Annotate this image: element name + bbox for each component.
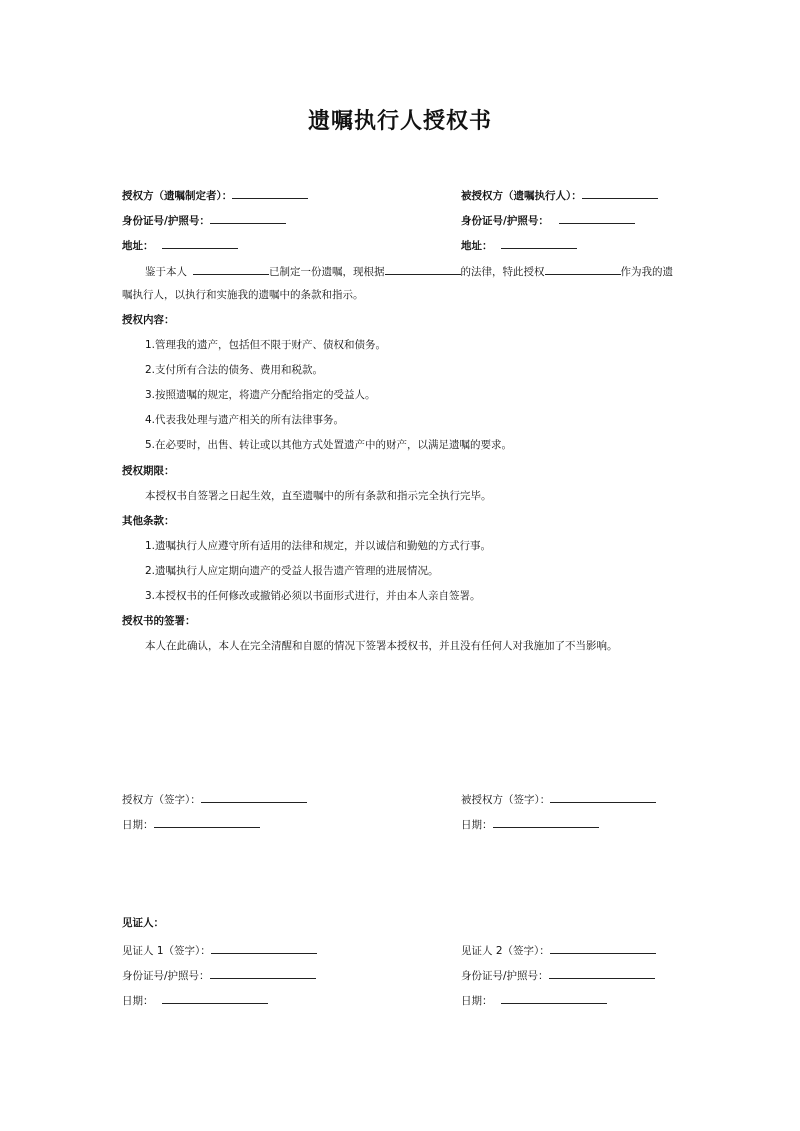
grantor-label: 授权方（遗嘱制定者）： xyxy=(122,190,233,202)
intro-text-c: 的法律，特此授权 xyxy=(460,266,545,278)
intro-line-1 xyxy=(145,263,673,279)
grantee-address-blank[interactable] xyxy=(501,237,577,249)
intro-text-a: 鉴于本人 xyxy=(145,266,187,278)
grantee-date-label: 日期： xyxy=(461,819,493,831)
witness1-sign-field xyxy=(122,942,317,958)
witness1-date-label: 日期： xyxy=(122,995,154,1007)
grantee-field xyxy=(461,187,658,203)
witness2-id-field xyxy=(461,967,655,983)
scope-heading: 授权内容： xyxy=(122,314,175,326)
grantor-sign-label: 授权方（签字）： xyxy=(122,794,201,806)
executor-blank[interactable] xyxy=(545,263,621,275)
witness2-date-label: 日期： xyxy=(461,995,493,1007)
grantee-id-label: 身份证号/护照号： xyxy=(461,215,549,227)
witness1-date-field xyxy=(122,992,268,1008)
scope-item: 3.按照遗嘱的规定，将遗产分配给指定的受益人。 xyxy=(145,389,376,401)
grantee-address-field xyxy=(461,237,577,253)
signature-heading: 授权书的签署： xyxy=(122,615,196,627)
witness2-sign-field xyxy=(461,942,656,958)
grantor-id-field xyxy=(122,212,286,228)
witness1-sign-label: 见证人 1（签字）： xyxy=(122,945,211,957)
grantee-sign-blank[interactable] xyxy=(550,791,656,803)
witness2-sign-blank[interactable] xyxy=(550,942,656,954)
grantor-address-field xyxy=(122,237,238,253)
witness2-id-blank[interactable] xyxy=(549,967,655,979)
witness1-id-label: 身份证号/护照号： xyxy=(122,970,210,982)
document-title: 遗嘱执行人授权书 xyxy=(307,109,492,134)
intro-line-2: 嘱执行人，以执行和实施我的遗嘱中的条款和指示。 xyxy=(122,289,364,301)
intro-text-b: 已制定一份遗嘱，现根据 xyxy=(269,266,385,278)
witness2-date-field xyxy=(461,992,607,1008)
grantor-id-blank[interactable] xyxy=(210,212,286,224)
witness1-id-field xyxy=(122,967,316,983)
grantor-date-field xyxy=(122,816,260,832)
grantor-address-blank[interactable] xyxy=(162,237,238,249)
grantee-label: 被授权方（遗嘱执行人）： xyxy=(461,190,582,202)
signature-text: 本人在此确认，本人在完全清醒和自愿的情况下签署本授权书，并且没有任何人对我施加了不当影响。 xyxy=(145,640,618,652)
scope-item: 4.代表我处理与遗产相关的所有法律事务。 xyxy=(145,414,345,426)
witness1-sign-blank[interactable] xyxy=(211,942,317,954)
witness1-id-blank[interactable] xyxy=(210,967,316,979)
grantor-sign-blank[interactable] xyxy=(201,791,307,803)
other-item: 1.遗嘱执行人应遵守所有适用的法律和规定，并以诚信和勤勉的方式行事。 xyxy=(145,540,492,552)
other-item: 2.遗嘱执行人应定期向遗产的受益人报告遗产管理的进展情况。 xyxy=(145,565,439,577)
witness2-date-blank[interactable] xyxy=(501,992,607,1004)
other-heading: 其他条款： xyxy=(122,515,175,527)
grantor-address-label: 地址： xyxy=(122,240,154,252)
jurisdiction-blank[interactable] xyxy=(385,263,461,275)
testator-blank[interactable] xyxy=(193,263,269,275)
grantor-id-label: 身份证号/护照号： xyxy=(122,215,210,227)
scope-item: 2.支付所有合法的债务、费用和税款。 xyxy=(145,364,324,376)
grantee-blank[interactable] xyxy=(582,187,658,199)
other-item: 3.本授权书的任何修改或撤销必须以书面形式进行，并由本人亲自签署。 xyxy=(145,590,481,602)
intro-text-d: 作为我的遗 xyxy=(620,266,673,278)
grantor-field xyxy=(122,187,308,203)
grantor-date-blank[interactable] xyxy=(154,816,260,828)
witness1-date-blank[interactable] xyxy=(162,992,268,1004)
scope-item: 1.管理我的遗产，包括但不限于财产、债权和债务。 xyxy=(145,339,387,351)
grantee-date-field xyxy=(461,816,599,832)
term-text: 本授权书自签署之日起生效，直至遗嘱中的所有条款和指示完全执行完毕。 xyxy=(145,490,492,502)
grantor-blank[interactable] xyxy=(232,187,308,199)
grantee-date-blank[interactable] xyxy=(493,816,599,828)
witness2-sign-label: 见证人 2（签字）： xyxy=(461,945,550,957)
grantee-id-field xyxy=(461,212,635,228)
term-heading: 授权期限： xyxy=(122,465,175,477)
witness2-id-label: 身份证号/护照号： xyxy=(461,970,549,982)
scope-item: 5.在必要时，出售、转让或以其他方式处置遗产中的财产，以满足遗嘱的要求。 xyxy=(145,439,513,451)
grantor-sign-field xyxy=(122,791,307,807)
grantee-address-label: 地址： xyxy=(461,240,493,252)
grantee-sign-label: 被授权方（签字）： xyxy=(461,794,551,806)
grantor-date-label: 日期： xyxy=(122,819,154,831)
grantee-id-blank[interactable] xyxy=(559,212,635,224)
witness-heading: 见证人： xyxy=(122,917,164,929)
grantee-sign-field xyxy=(461,791,656,807)
